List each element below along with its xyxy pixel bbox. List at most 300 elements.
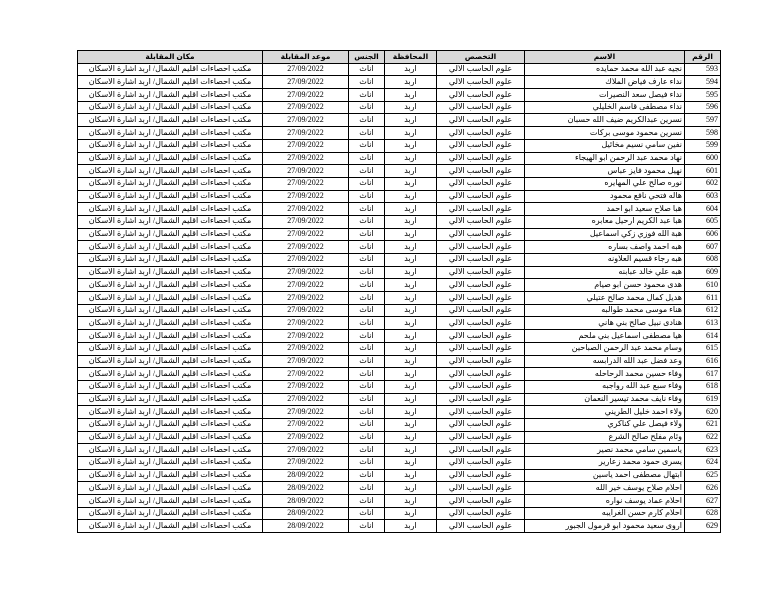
specialization-cell: علوم الحاسب الالي — [437, 177, 525, 190]
interview-place-cell: مكتب احصاءات اقليم الشمال/ اربد اشارة الاسكان — [78, 203, 263, 216]
specialization-cell: علوم الحاسب الالي — [437, 101, 525, 114]
interview-place-cell: مكتب احصاءات اقليم الشمال/ اربد اشارة الاسكان — [78, 241, 263, 254]
interview-date-cell: 27/09/2022 — [263, 114, 349, 127]
interview-date-cell: 27/09/2022 — [263, 304, 349, 317]
interview-place-cell: مكتب احصاءات اقليم الشمال/ اربد اشارة الاسكان — [78, 254, 263, 267]
governorate-cell: اربد — [385, 393, 437, 406]
governorate-cell: اربد — [385, 127, 437, 140]
specialization-cell: علوم الحاسب الالي — [437, 482, 525, 495]
specialization-cell: علوم الحاسب الالي — [437, 304, 525, 317]
interview-date-cell: 27/09/2022 — [263, 152, 349, 165]
specialization-cell: علوم الحاسب الالي — [437, 279, 525, 292]
interview-date-cell: 27/09/2022 — [263, 254, 349, 267]
specialization-cell: علوم الحاسب الالي — [437, 254, 525, 267]
specialization-cell: علوم الحاسب الالي — [437, 393, 525, 406]
name-cell: ياسمين سامي محمد نصير — [525, 444, 685, 457]
row-number-cell: 606 — [685, 228, 721, 241]
governorate-cell: اربد — [385, 177, 437, 190]
governorate-cell: اربد — [385, 203, 437, 216]
interview-place-cell: مكتب احصاءات اقليم الشمال/ اربد اشارة الاسكان — [78, 444, 263, 457]
interview-place-cell: مكتب احصاءات اقليم الشمال/ اربد اشارة الاسكان — [78, 76, 263, 89]
row-number-cell: 602 — [685, 177, 721, 190]
name-cell: يسرى حمود محمد زعارير — [525, 457, 685, 470]
name-cell: ولاء احمد خليل الطريني — [525, 406, 685, 419]
interview-place-cell: مكتب احصاءات اقليم الشمال/ اربد اشارة الاسكان — [78, 380, 263, 393]
name-cell: هبا عبد الكريم ارحيل معابره — [525, 215, 685, 228]
governorate-cell: اربد — [385, 254, 437, 267]
interview-place-cell: مكتب احصاءات اقليم الشمال/ اربد اشارة الاسكان — [78, 114, 263, 127]
interview-date-cell: 27/09/2022 — [263, 431, 349, 444]
interview-place-cell: مكتب احصاءات اقليم الشمال/ اربد اشارة الاسكان — [78, 63, 263, 76]
name-cell: هاله فتحي نافع محمود — [525, 190, 685, 203]
governorate-cell: اربد — [385, 380, 437, 393]
gender-cell: اناث — [349, 139, 385, 152]
name-cell: نداء مصطفى قاسم الخليلي — [525, 101, 685, 114]
interview-place-cell: مكتب احصاءات اقليم الشمال/ اربد اشارة الاسكان — [78, 127, 263, 140]
name-cell: وسام محمد عبد الرحمن الصباحين — [525, 342, 685, 355]
name-cell: هبه رجاء قسيم العلاونه — [525, 254, 685, 267]
interview-place-cell: مكتب احصاءات اقليم الشمال/ اربد اشارة الاسكان — [78, 393, 263, 406]
interview-date-cell: 27/09/2022 — [263, 266, 349, 279]
name-cell: وفاء نايف محمد تيسير النعمان — [525, 393, 685, 406]
specialization-cell: علوم الحاسب الالي — [437, 342, 525, 355]
row-number-cell: 605 — [685, 215, 721, 228]
governorate-cell: اربد — [385, 228, 437, 241]
row-number-cell: 595 — [685, 89, 721, 102]
name-cell: هدى محمود حسن ابو صيام — [525, 279, 685, 292]
specialization-cell: علوم الحاسب الالي — [437, 266, 525, 279]
interview-date-cell: 27/09/2022 — [263, 165, 349, 178]
interview-date-cell: 27/09/2022 — [263, 355, 349, 368]
row-number-cell: 614 — [685, 330, 721, 343]
table-row — [78, 380, 721, 393]
name-cell: ولاء فيصل علي كناكري — [525, 418, 685, 431]
governorate-cell: اربد — [385, 241, 437, 254]
table-row — [78, 127, 721, 140]
name-cell: نهاد محمد عبد الرحمن ابو الهيجاء — [525, 152, 685, 165]
name-cell: وفاء سبع عبد الله رواجبه — [525, 380, 685, 393]
governorate-cell: اربد — [385, 266, 437, 279]
row-number-cell: 603 — [685, 190, 721, 203]
interview-date-cell: 27/09/2022 — [263, 215, 349, 228]
gender-cell: اناث — [349, 76, 385, 89]
governorate-cell: اربد — [385, 76, 437, 89]
governorate-cell: اربد — [385, 292, 437, 305]
row-number-cell: 625 — [685, 469, 721, 482]
specialization-cell: علوم الحاسب الالي — [437, 292, 525, 305]
interview-place-cell: مكتب احصاءات اقليم الشمال/ اربد اشارة الاسكان — [78, 177, 263, 190]
interview-date-cell: 28/09/2022 — [263, 520, 349, 533]
table-row — [78, 406, 721, 419]
table-row — [78, 177, 721, 190]
gender-cell: اناث — [349, 215, 385, 228]
interview-place-cell: مكتب احصاءات اقليم الشمال/ اربد اشارة الاسكان — [78, 190, 263, 203]
governorate-cell: اربد — [385, 114, 437, 127]
table-row — [78, 228, 721, 241]
interview-date-cell: 27/09/2022 — [263, 127, 349, 140]
table-row — [78, 190, 721, 203]
specialization-cell: علوم الحاسب الالي — [437, 495, 525, 508]
name-cell: هناء موسى محمد طوالبه — [525, 304, 685, 317]
table-row — [78, 368, 721, 381]
table-row — [78, 152, 721, 165]
name-cell: اروى سعيد محمود ابو قرمول الجبور — [525, 520, 685, 533]
table-header — [78, 51, 721, 64]
column-header-interview-place: مكان المقابلة — [78, 51, 263, 64]
column-header-number: الرقم — [685, 51, 721, 64]
interview-place-cell: مكتب احصاءات اقليم الشمال/ اربد اشارة الاسكان — [78, 228, 263, 241]
gender-cell: اناث — [349, 266, 385, 279]
interview-place-cell: مكتب احصاءات اقليم الشمال/ اربد اشارة الاسكان — [78, 330, 263, 343]
row-number-cell: 617 — [685, 368, 721, 381]
table-row — [78, 63, 721, 76]
specialization-cell: علوم الحاسب الالي — [437, 89, 525, 102]
governorate-cell: اربد — [385, 342, 437, 355]
row-number-cell: 609 — [685, 266, 721, 279]
table-row — [78, 444, 721, 457]
table-row — [78, 279, 721, 292]
specialization-cell: علوم الحاسب الالي — [437, 139, 525, 152]
governorate-cell: اربد — [385, 139, 437, 152]
governorate-cell: اربد — [385, 368, 437, 381]
gender-cell: اناث — [349, 241, 385, 254]
specialization-cell: علوم الحاسب الالي — [437, 76, 525, 89]
gender-cell: اناث — [349, 317, 385, 330]
interview-date-cell: 27/09/2022 — [263, 317, 349, 330]
specialization-cell: علوم الحاسب الالي — [437, 241, 525, 254]
gender-cell: اناث — [349, 114, 385, 127]
governorate-cell: اربد — [385, 152, 437, 165]
governorate-cell: اربد — [385, 457, 437, 470]
governorate-cell: اربد — [385, 355, 437, 368]
row-number-cell: 598 — [685, 127, 721, 140]
table-row — [78, 482, 721, 495]
column-header-specialization: التخصص — [437, 51, 525, 64]
gender-cell: اناث — [349, 342, 385, 355]
gender-cell: اناث — [349, 203, 385, 216]
governorate-cell: اربد — [385, 279, 437, 292]
name-cell: هنادى نبيل صالح بني هاني — [525, 317, 685, 330]
interview-date-cell: 28/09/2022 — [263, 469, 349, 482]
specialization-cell: علوم الحاسب الالي — [437, 203, 525, 216]
interview-place-cell: مكتب احصاءات اقليم الشمال/ اربد اشارة الاسكان — [78, 215, 263, 228]
table-row — [78, 393, 721, 406]
name-cell: احلام كارم حسن الغرايبه — [525, 507, 685, 520]
interview-place-cell: مكتب احصاءات اقليم الشمال/ اربد اشارة الاسكان — [78, 342, 263, 355]
table-body — [78, 63, 721, 532]
interview-place-cell: مكتب احصاءات اقليم الشمال/ اربد اشارة الاسكان — [78, 368, 263, 381]
gender-cell: اناث — [349, 520, 385, 533]
table-row — [78, 89, 721, 102]
governorate-cell: اربد — [385, 520, 437, 533]
name-cell: احلام صلاح يوسف خير الله — [525, 482, 685, 495]
name-cell: وفاء حسين محمد الرحاحله — [525, 368, 685, 381]
specialization-cell: علوم الحاسب الالي — [437, 215, 525, 228]
gender-cell: اناث — [349, 418, 385, 431]
governorate-cell: اربد — [385, 469, 437, 482]
name-cell: هبه علي خالد عبابنه — [525, 266, 685, 279]
table-row — [78, 215, 721, 228]
specialization-cell: علوم الحاسب الالي — [437, 418, 525, 431]
interview-place-cell: مكتب احصاءات اقليم الشمال/ اربد اشارة الاسكان — [78, 406, 263, 419]
interview-place-cell: مكتب احصاءات اقليم الشمال/ اربد اشارة الاسكان — [78, 304, 263, 317]
name-cell: نسرين عبدالكريم ضيف الله حسبان — [525, 114, 685, 127]
row-number-cell: 596 — [685, 101, 721, 114]
governorate-cell: اربد — [385, 495, 437, 508]
gender-cell: اناث — [349, 89, 385, 102]
gender-cell: اناث — [349, 431, 385, 444]
interview-date-cell: 28/09/2022 — [263, 495, 349, 508]
row-number-cell: 622 — [685, 431, 721, 444]
gender-cell: اناث — [349, 444, 385, 457]
name-cell: هيا مصطفى اسماعيل بني ملحم — [525, 330, 685, 343]
table-row — [78, 330, 721, 343]
interview-place-cell: مكتب احصاءات اقليم الشمال/ اربد اشارة الاسكان — [78, 495, 263, 508]
table-row — [78, 418, 721, 431]
specialization-cell: علوم الحاسب الالي — [437, 190, 525, 203]
interview-place-cell: مكتب احصاءات اقليم الشمال/ اربد اشارة الاسكان — [78, 317, 263, 330]
row-number-cell: 594 — [685, 76, 721, 89]
gender-cell: اناث — [349, 254, 385, 267]
gender-cell: اناث — [349, 127, 385, 140]
name-cell: نسرين محمود موسى بركات — [525, 127, 685, 140]
table-row — [78, 304, 721, 317]
interview-place-cell: مكتب احصاءات اقليم الشمال/ اربد اشارة الاسكان — [78, 520, 263, 533]
row-number-cell: 597 — [685, 114, 721, 127]
gender-cell: اناث — [349, 165, 385, 178]
gender-cell: اناث — [349, 355, 385, 368]
table-row — [78, 203, 721, 216]
gender-cell: اناث — [349, 457, 385, 470]
row-number-cell: 593 — [685, 63, 721, 76]
interview-date-cell: 27/09/2022 — [263, 279, 349, 292]
interview-place-cell: مكتب احصاءات اقليم الشمال/ اربد اشارة الاسكان — [78, 292, 263, 305]
row-number-cell: 610 — [685, 279, 721, 292]
table-row — [78, 76, 721, 89]
interview-date-cell: 27/09/2022 — [263, 177, 349, 190]
specialization-cell: علوم الحاسب الالي — [437, 444, 525, 457]
specialization-cell: علوم الحاسب الالي — [437, 114, 525, 127]
table-row — [78, 520, 721, 533]
gender-cell: اناث — [349, 380, 385, 393]
table-row — [78, 469, 721, 482]
specialization-cell: علوم الحاسب الالي — [437, 317, 525, 330]
column-header-interview-date: موعد المقابلة — [263, 51, 349, 64]
specialization-cell: علوم الحاسب الالي — [437, 469, 525, 482]
governorate-cell: اربد — [385, 330, 437, 343]
row-number-cell: 608 — [685, 254, 721, 267]
interview-place-cell: مكتب احصاءات اقليم الشمال/ اربد اشارة الاسكان — [78, 266, 263, 279]
interview-date-cell: 27/09/2022 — [263, 190, 349, 203]
interview-place-cell: مكتب احصاءات اقليم الشمال/ اربد اشارة الاسكان — [78, 469, 263, 482]
gender-cell: اناث — [349, 406, 385, 419]
gender-cell: اناث — [349, 469, 385, 482]
name-cell: نجيه عبد الله محمد حمايده — [525, 63, 685, 76]
name-cell: ابتهال مصطفى احمد ياسين — [525, 469, 685, 482]
governorate-cell: اربد — [385, 431, 437, 444]
interview-place-cell: مكتب احصاءات اقليم الشمال/ اربد اشارة الاسكان — [78, 507, 263, 520]
governorate-cell: اربد — [385, 406, 437, 419]
gender-cell: اناث — [349, 368, 385, 381]
row-number-cell: 623 — [685, 444, 721, 457]
header-row — [78, 51, 721, 64]
interview-date-cell: 27/09/2022 — [263, 444, 349, 457]
gender-cell: اناث — [349, 177, 385, 190]
table-row — [78, 355, 721, 368]
row-number-cell: 616 — [685, 355, 721, 368]
interview-date-cell: 27/09/2022 — [263, 228, 349, 241]
governorate-cell: اربد — [385, 89, 437, 102]
governorate-cell: اربد — [385, 215, 437, 228]
name-cell: نداء فيصل سعد النصيرات — [525, 89, 685, 102]
interview-date-cell: 27/09/2022 — [263, 89, 349, 102]
applicants-table — [77, 50, 721, 533]
interview-date-cell: 27/09/2022 — [263, 139, 349, 152]
row-number-cell: 627 — [685, 495, 721, 508]
interview-date-cell: 27/09/2022 — [263, 292, 349, 305]
gender-cell: اناث — [349, 190, 385, 203]
specialization-cell: علوم الحاسب الالي — [437, 127, 525, 140]
gender-cell: اناث — [349, 228, 385, 241]
name-cell: نفين سامي نسيم مخائيل — [525, 139, 685, 152]
name-cell: هبة الله فوزي زكي اسماعيل — [525, 228, 685, 241]
interview-place-cell: مكتب احصاءات اقليم الشمال/ اربد اشارة الاسكان — [78, 482, 263, 495]
interview-date-cell: 27/09/2022 — [263, 457, 349, 470]
specialization-cell: علوم الحاسب الالي — [437, 457, 525, 470]
interview-date-cell: 27/09/2022 — [263, 393, 349, 406]
name-cell: وعد فضل عبد الله الدرابسه — [525, 355, 685, 368]
column-header-gender: الجنس — [349, 51, 385, 64]
governorate-cell: اربد — [385, 507, 437, 520]
governorate-cell: اربد — [385, 444, 437, 457]
interview-date-cell: 27/09/2022 — [263, 76, 349, 89]
row-number-cell: 621 — [685, 418, 721, 431]
row-number-cell: 620 — [685, 406, 721, 419]
governorate-cell: اربد — [385, 304, 437, 317]
name-cell: احلام عماد يوسف نواره — [525, 495, 685, 508]
gender-cell: اناث — [349, 482, 385, 495]
specialization-cell: علوم الحاسب الالي — [437, 380, 525, 393]
row-number-cell: 599 — [685, 139, 721, 152]
row-number-cell: 613 — [685, 317, 721, 330]
interview-place-cell: مكتب احصاءات اقليم الشمال/ اربد اشارة الاسكان — [78, 89, 263, 102]
table-row — [78, 507, 721, 520]
table-row — [78, 317, 721, 330]
interview-place-cell: مكتب احصاءات اقليم الشمال/ اربد اشارة الاسكان — [78, 139, 263, 152]
row-number-cell: 629 — [685, 520, 721, 533]
governorate-cell: اربد — [385, 63, 437, 76]
governorate-cell: اربد — [385, 317, 437, 330]
row-number-cell: 600 — [685, 152, 721, 165]
governorate-cell: اربد — [385, 482, 437, 495]
specialization-cell: علوم الحاسب الالي — [437, 63, 525, 76]
name-cell: وئام مفلح صالح الشرع — [525, 431, 685, 444]
interview-date-cell: 27/09/2022 — [263, 241, 349, 254]
interview-date-cell: 27/09/2022 — [263, 380, 349, 393]
specialization-cell: علوم الحاسب الالي — [437, 507, 525, 520]
interview-date-cell: 27/09/2022 — [263, 101, 349, 114]
specialization-cell: علوم الحاسب الالي — [437, 431, 525, 444]
row-number-cell: 611 — [685, 292, 721, 305]
table-row — [78, 101, 721, 114]
governorate-cell: اربد — [385, 190, 437, 203]
row-number-cell: 615 — [685, 342, 721, 355]
table-row — [78, 114, 721, 127]
table-row — [78, 495, 721, 508]
table-row — [78, 431, 721, 444]
row-number-cell: 601 — [685, 165, 721, 178]
gender-cell: اناث — [349, 152, 385, 165]
table-row — [78, 292, 721, 305]
table-row — [78, 266, 721, 279]
gender-cell: اناث — [349, 393, 385, 406]
gender-cell: اناث — [349, 507, 385, 520]
row-number-cell: 604 — [685, 203, 721, 216]
column-header-governorate: المحافظة — [385, 51, 437, 64]
interview-place-cell: مكتب احصاءات اقليم الشمال/ اربد اشارة الاسكان — [78, 101, 263, 114]
interview-place-cell: مكتب احصاءات اقليم الشمال/ اربد اشارة الاسكان — [78, 418, 263, 431]
gender-cell: اناث — [349, 292, 385, 305]
interview-place-cell: مكتب احصاءات اقليم الشمال/ اربد اشارة الاسكان — [78, 279, 263, 292]
table-row — [78, 254, 721, 267]
name-cell: نداء عارف فياض الملاك — [525, 76, 685, 89]
name-cell: هبا صلاح سعيد ابو احمد — [525, 203, 685, 216]
interview-date-cell: 27/09/2022 — [263, 418, 349, 431]
gender-cell: اناث — [349, 330, 385, 343]
name-cell: هديل كمال محمد صالح عتيلي — [525, 292, 685, 305]
interview-place-cell: مكتب احصاءات اقليم الشمال/ اربد اشارة الاسكان — [78, 431, 263, 444]
interview-date-cell: 28/09/2022 — [263, 507, 349, 520]
interview-date-cell: 27/09/2022 — [263, 203, 349, 216]
specialization-cell: علوم الحاسب الالي — [437, 368, 525, 381]
row-number-cell: 612 — [685, 304, 721, 317]
specialization-cell: علوم الحاسب الالي — [437, 406, 525, 419]
specialization-cell: علوم الحاسب الالي — [437, 165, 525, 178]
name-cell: نوره صالح علي المهايره — [525, 177, 685, 190]
governorate-cell: اربد — [385, 165, 437, 178]
row-number-cell: 624 — [685, 457, 721, 470]
governorate-cell: اربد — [385, 101, 437, 114]
gender-cell: اناث — [349, 495, 385, 508]
specialization-cell: علوم الحاسب الالي — [437, 152, 525, 165]
specialization-cell: علوم الحاسب الالي — [437, 355, 525, 368]
specialization-cell: علوم الحاسب الالي — [437, 330, 525, 343]
table-row — [78, 165, 721, 178]
table-row — [78, 241, 721, 254]
interview-date-cell: 27/09/2022 — [263, 342, 349, 355]
name-cell: هبه احمد واصف بساره — [525, 241, 685, 254]
name-cell: نهيل محمود فايز عباس — [525, 165, 685, 178]
column-header-name: الاسم — [525, 51, 685, 64]
interview-date-cell: 27/09/2022 — [263, 368, 349, 381]
interview-place-cell: مكتب احصاءات اقليم الشمال/ اربد اشارة الاسكان — [78, 457, 263, 470]
row-number-cell: 618 — [685, 380, 721, 393]
interview-date-cell: 28/09/2022 — [263, 482, 349, 495]
row-number-cell: 626 — [685, 482, 721, 495]
gender-cell: اناث — [349, 63, 385, 76]
row-number-cell: 619 — [685, 393, 721, 406]
specialization-cell: علوم الحاسب الالي — [437, 520, 525, 533]
row-number-cell: 607 — [685, 241, 721, 254]
interview-place-cell: مكتب احصاءات اقليم الشمال/ اربد اشارة الاسكان — [78, 355, 263, 368]
table-row — [78, 342, 721, 355]
table-row — [78, 139, 721, 152]
interview-date-cell: 27/09/2022 — [263, 63, 349, 76]
specialization-cell: علوم الحاسب الالي — [437, 228, 525, 241]
interview-place-cell: مكتب احصاءات اقليم الشمال/ اربد اشارة الاسكان — [78, 165, 263, 178]
row-number-cell: 628 — [685, 507, 721, 520]
gender-cell: اناث — [349, 279, 385, 292]
